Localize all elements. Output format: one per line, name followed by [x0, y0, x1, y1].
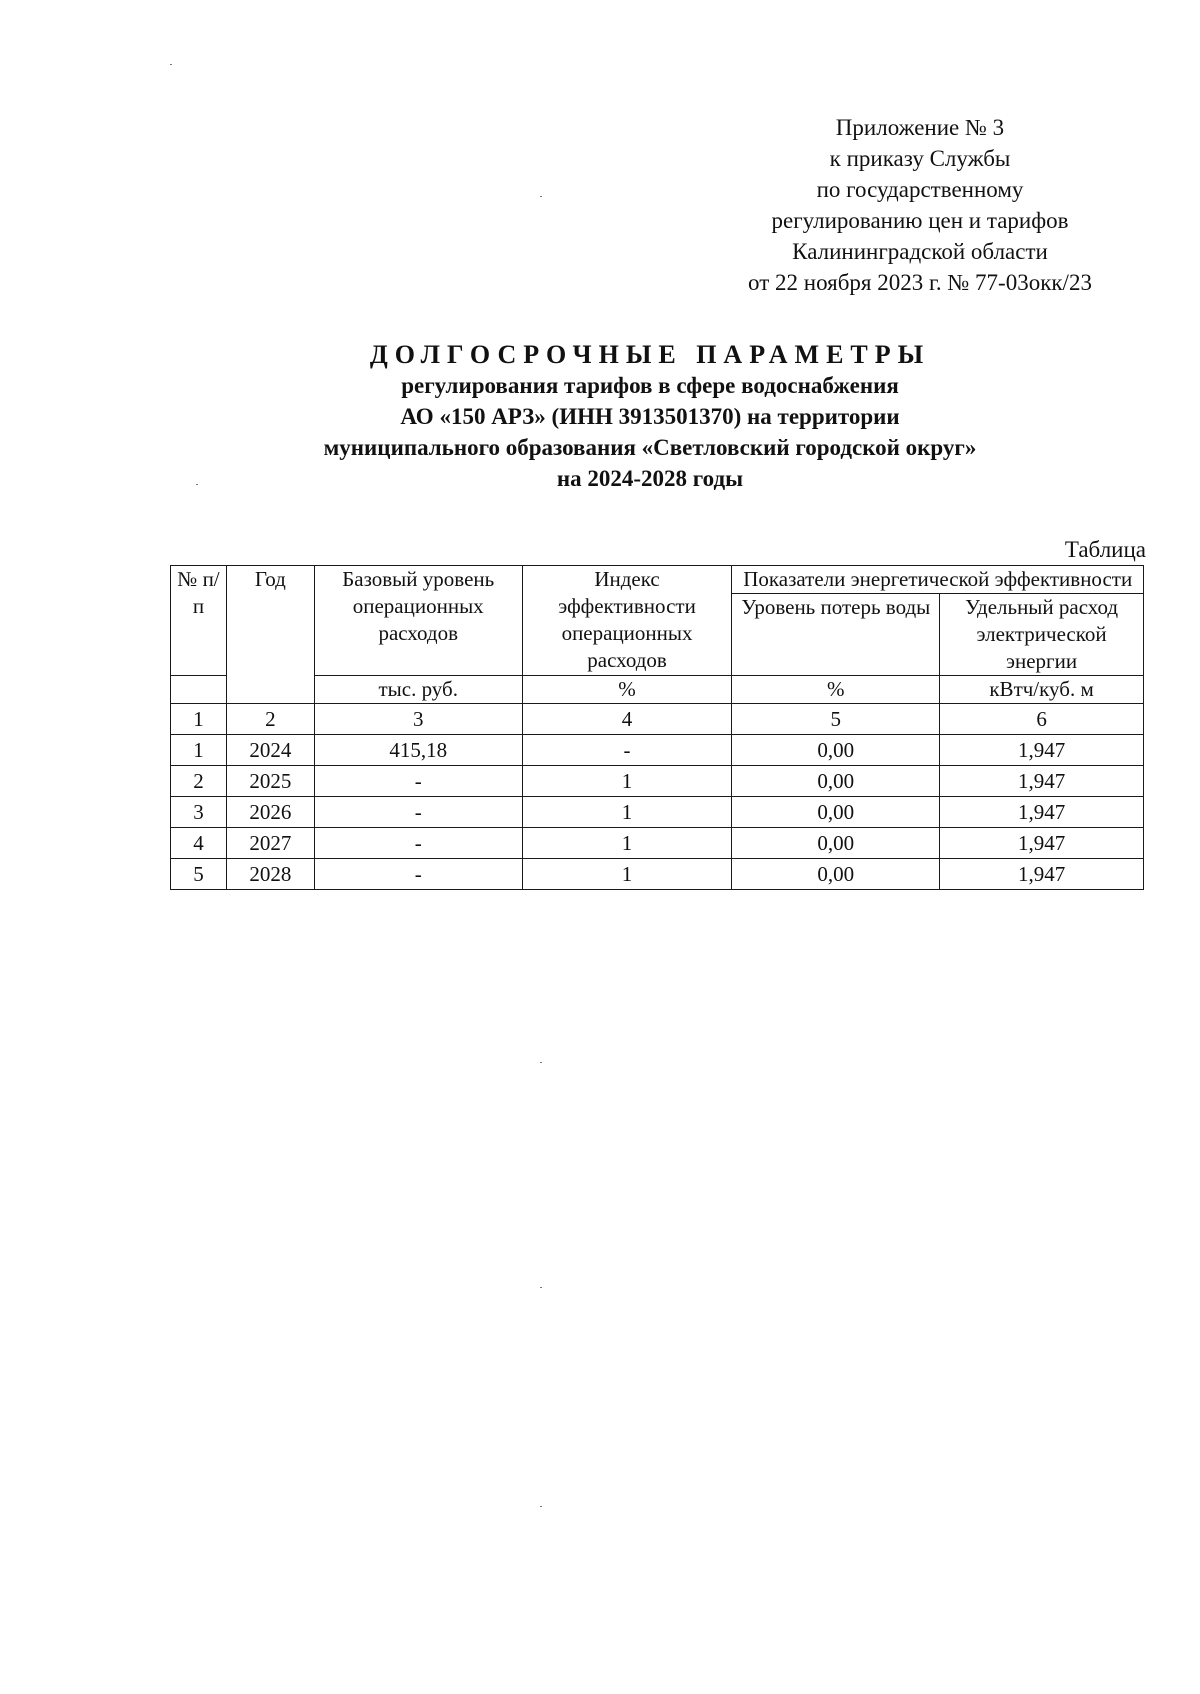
header-num: № п/п [171, 566, 227, 676]
unit-efficiency-index: % [522, 676, 732, 704]
appendix-line: регулированию цен и тарифов [771, 208, 1069, 233]
appendix-line: Приложение № 3 [835, 115, 1005, 140]
table-row [171, 797, 1144, 828]
cell-efficiency-index: 1 [522, 828, 732, 859]
column-number: 1 [171, 704, 227, 735]
title-line: регулирования тарифов в сфере водоснабжения [401, 373, 899, 398]
unit-water-loss: % [732, 676, 940, 704]
column-number-row [171, 704, 1144, 735]
unit-num-empty [171, 676, 227, 704]
scan-speck [540, 1506, 542, 1507]
cell-specific-consumption: 1,947 [940, 859, 1144, 890]
scan-speck [170, 64, 172, 65]
scan-speck [540, 1287, 542, 1288]
appendix-line: к приказу Службы [829, 146, 1011, 171]
cell-base-level: - [314, 828, 522, 859]
scan-speck [540, 196, 542, 197]
cell-efficiency-index: 1 [522, 797, 732, 828]
appendix-line: от 22 ноября 2023 г. № 77-03окк/23 [748, 270, 1092, 295]
table-row [171, 735, 1144, 766]
cell-efficiency-index: 1 [522, 766, 732, 797]
cell-water-loss: 0,00 [732, 797, 940, 828]
header-base-level: Базовый уровень операционных расходов [314, 566, 522, 676]
column-number: 6 [940, 704, 1144, 735]
cell-base-level: - [314, 859, 522, 890]
unit-specific-consumption: кВтч/куб. м [940, 676, 1144, 704]
appendix-line: по государственному [816, 177, 1024, 202]
cell-base-level: - [314, 797, 522, 828]
cell-water-loss: 0,00 [732, 859, 940, 890]
table-header-row [171, 566, 1144, 594]
column-number: 2 [226, 704, 314, 735]
column-number: 5 [732, 704, 940, 735]
cell-year: 2027 [226, 828, 314, 859]
cell-num: 2 [171, 766, 227, 797]
cell-efficiency-index: - [522, 735, 732, 766]
table-row [171, 766, 1144, 797]
cell-specific-consumption: 1,947 [940, 766, 1144, 797]
cell-water-loss: 0,00 [732, 766, 940, 797]
cell-year: 2024 [226, 735, 314, 766]
cell-specific-consumption: 1,947 [940, 828, 1144, 859]
title-heading: ДОЛГОСРОЧНЫЕ ПАРАМЕТРЫ [369, 340, 931, 369]
cell-num: 3 [171, 797, 227, 828]
cell-year: 2028 [226, 859, 314, 890]
header-energy-group: Показатели энергетической эффективности [732, 566, 1144, 594]
cell-year: 2025 [226, 766, 314, 797]
title-line: АО «150 АРЗ» (ИНН 3913501370) на территории [400, 404, 900, 429]
document-title [150, 339, 1150, 494]
header-specific-consumption: Удельный расход электрической энергии [940, 594, 1144, 676]
parameters-table [170, 565, 1144, 890]
cell-year: 2026 [226, 797, 314, 828]
table-units-row [171, 676, 1144, 704]
cell-efficiency-index: 1 [522, 859, 732, 890]
table-row [171, 859, 1144, 890]
header-water-loss: Уровень потерь воды [732, 594, 940, 676]
table-row [171, 828, 1144, 859]
column-number: 3 [314, 704, 522, 735]
scan-speck [196, 484, 198, 485]
table-label: Таблица [1064, 537, 1146, 562]
cell-num: 1 [171, 735, 227, 766]
appendix-line: Калининградской области [792, 239, 1048, 264]
unit-base-level: тыс. руб. [314, 676, 522, 704]
cell-water-loss: 0,00 [732, 735, 940, 766]
cell-water-loss: 0,00 [732, 828, 940, 859]
cell-specific-consumption: 1,947 [940, 797, 1144, 828]
cell-base-level: 415,18 [314, 735, 522, 766]
appendix-reference [690, 112, 1150, 298]
header-efficiency-index: Индекс эффективности операционных расходов [522, 566, 732, 676]
title-line: на 2024-2028 годы [556, 466, 744, 491]
cell-num: 4 [171, 828, 227, 859]
title-line: муниципального образования «Светловский городской округ» [323, 435, 977, 460]
cell-base-level: - [314, 766, 522, 797]
cell-specific-consumption: 1,947 [940, 735, 1144, 766]
cell-num: 5 [171, 859, 227, 890]
scan-speck [540, 1062, 542, 1063]
header-year: Год [226, 566, 314, 704]
column-number: 4 [522, 704, 732, 735]
